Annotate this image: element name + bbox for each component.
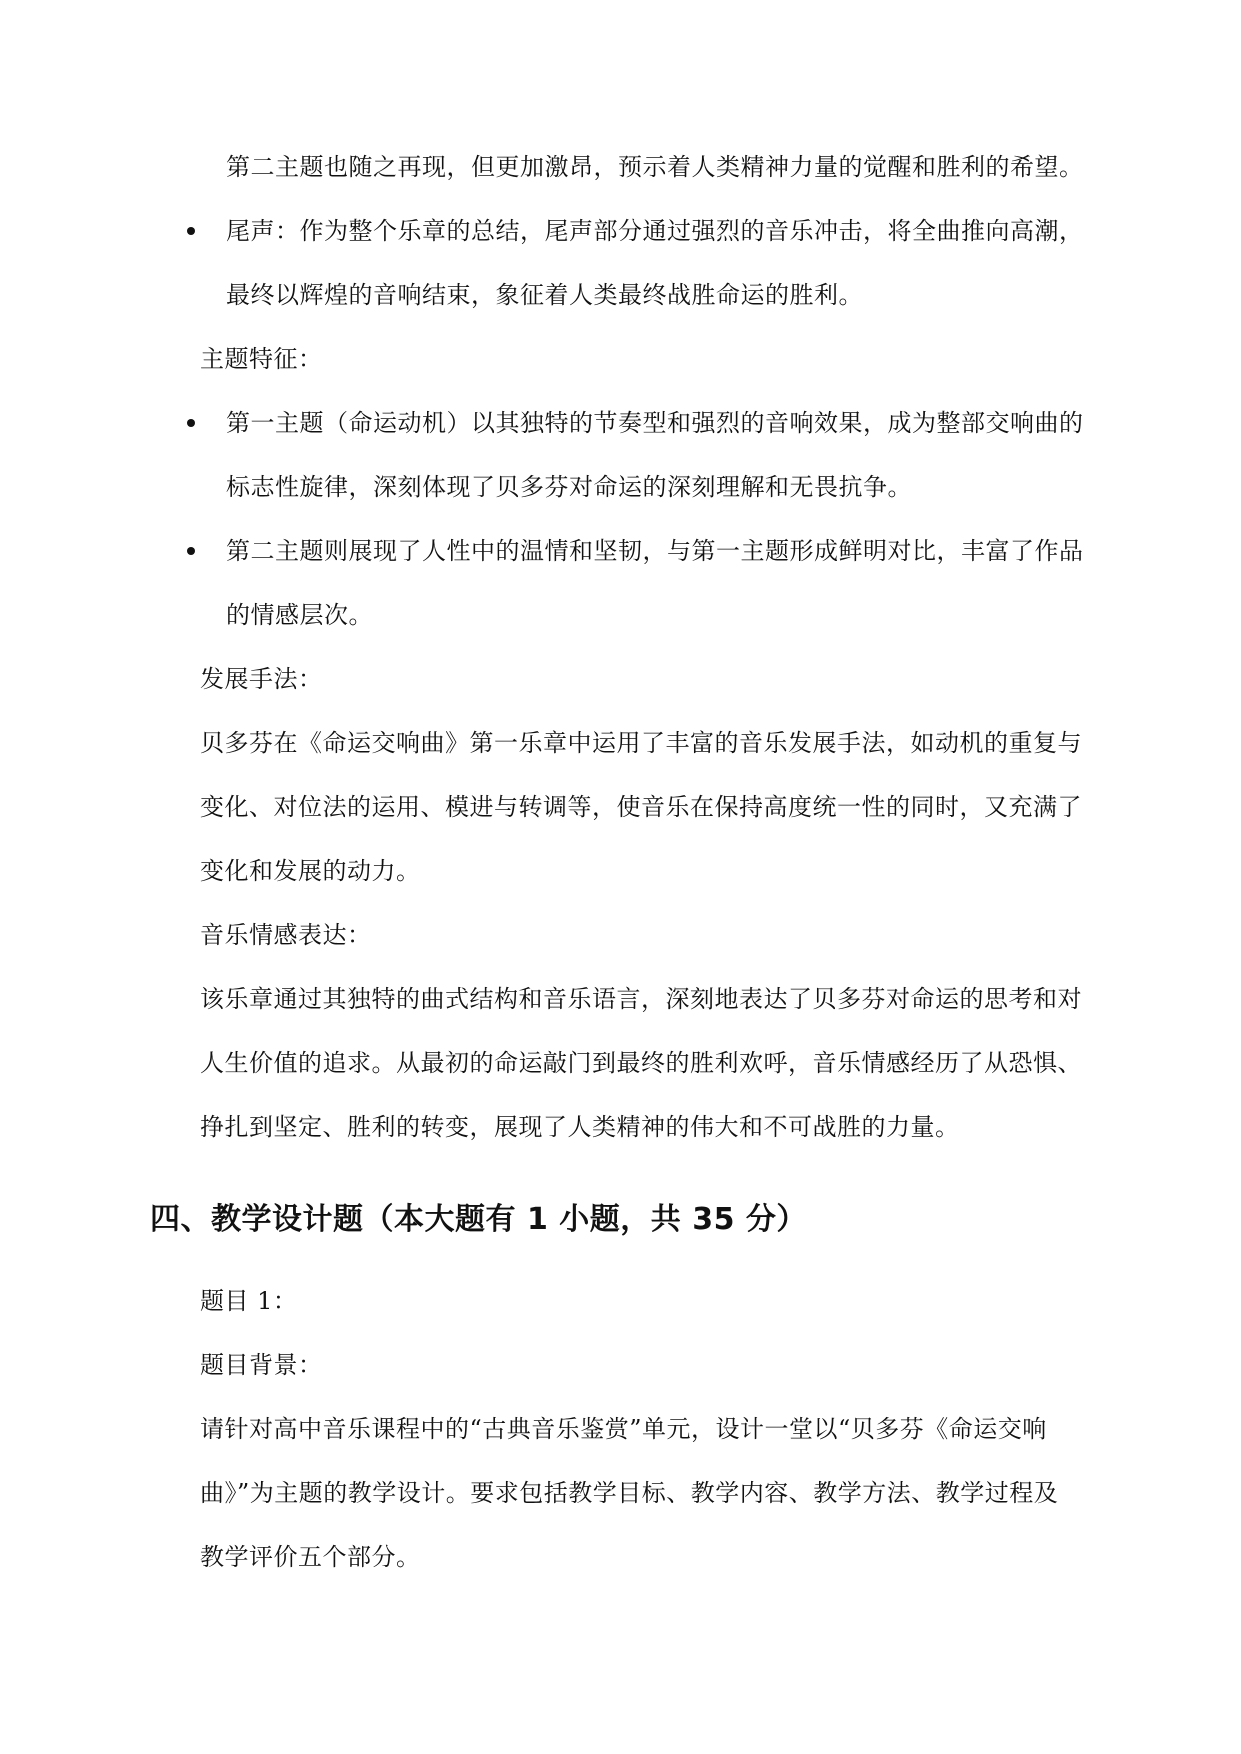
bullet-marker (187, 547, 195, 555)
development-line-2: 变化、对位法的运用、模进与转调等，使音乐在保持高度统一性的同时，又充满了 (200, 793, 1082, 821)
bullet-marker (187, 419, 195, 427)
theme2-line-2: 的情感层次。 (226, 601, 373, 629)
theme-heading: 主题特征： (200, 345, 323, 373)
emotion-line-3: 挣扎到坚定、胜利的转变，展现了人类精神的伟大和不可战胜的力量。 (200, 1113, 960, 1141)
question-label: 题目 1： (200, 1287, 298, 1315)
theme2-line-1: 第二主题则展现了人性中的温情和坚韧，与第一主题形成鲜明对比，丰富了作品 (226, 537, 1084, 565)
question-body-line-2: 曲》”为主题的教学设计。要求包括教学目标、教学内容、教学方法、教学过程及 (200, 1479, 1059, 1507)
coda-line-2: 最终以辉煌的音响结束，象征着人类最终战胜命运的胜利。 (226, 281, 863, 309)
recap-line-2: 第二主题也随之再现，但更加激昂，预示着人类精神力量的觉醒和胜利的希望。 (226, 153, 1084, 181)
coda-line-1: 尾声：作为整个乐章的总结，尾声部分通过强烈的音乐冲击，将全曲推向高潮， (226, 217, 1084, 245)
question-body-line-1: 请针对高中音乐课程中的“古典音乐鉴赏”单元，设计一堂以“贝多芬《命运交响 (200, 1415, 1047, 1443)
development-line-1: 贝多芬在《命运交响曲》第一乐章中运用了丰富的音乐发展手法，如动机的重复与 (200, 729, 1082, 757)
bullet-marker (187, 227, 195, 235)
theme1-line-2: 标志性旋律，深刻体现了贝多芬对命运的深刻理解和无畏抗争。 (226, 473, 912, 501)
section-4-title: 四、教学设计题（本大题有 1 小题，共 35 分） (150, 1202, 807, 1237)
theme1-line-1: 第一主题（命运动机）以其独特的节奏型和强烈的音响效果，成为整部交响曲的 (226, 409, 1084, 437)
development-line-3: 变化和发展的动力。 (200, 857, 421, 885)
development-heading: 发展手法： (200, 665, 323, 693)
question-body-line-3: 教学评价五个部分。 (200, 1543, 421, 1571)
emotion-line-1: 该乐章通过其独特的曲式结构和音乐语言，深刻地表达了贝多芬对命运的思考和对 (200, 985, 1082, 1013)
background-label: 题目背景： (200, 1351, 323, 1379)
emotion-line-2: 人生价值的追求。从最初的命运敲门到最终的胜利欢呼，音乐情感经历了从恐惧、 (200, 1049, 1082, 1077)
emotion-heading: 音乐情感表达： (200, 921, 372, 949)
